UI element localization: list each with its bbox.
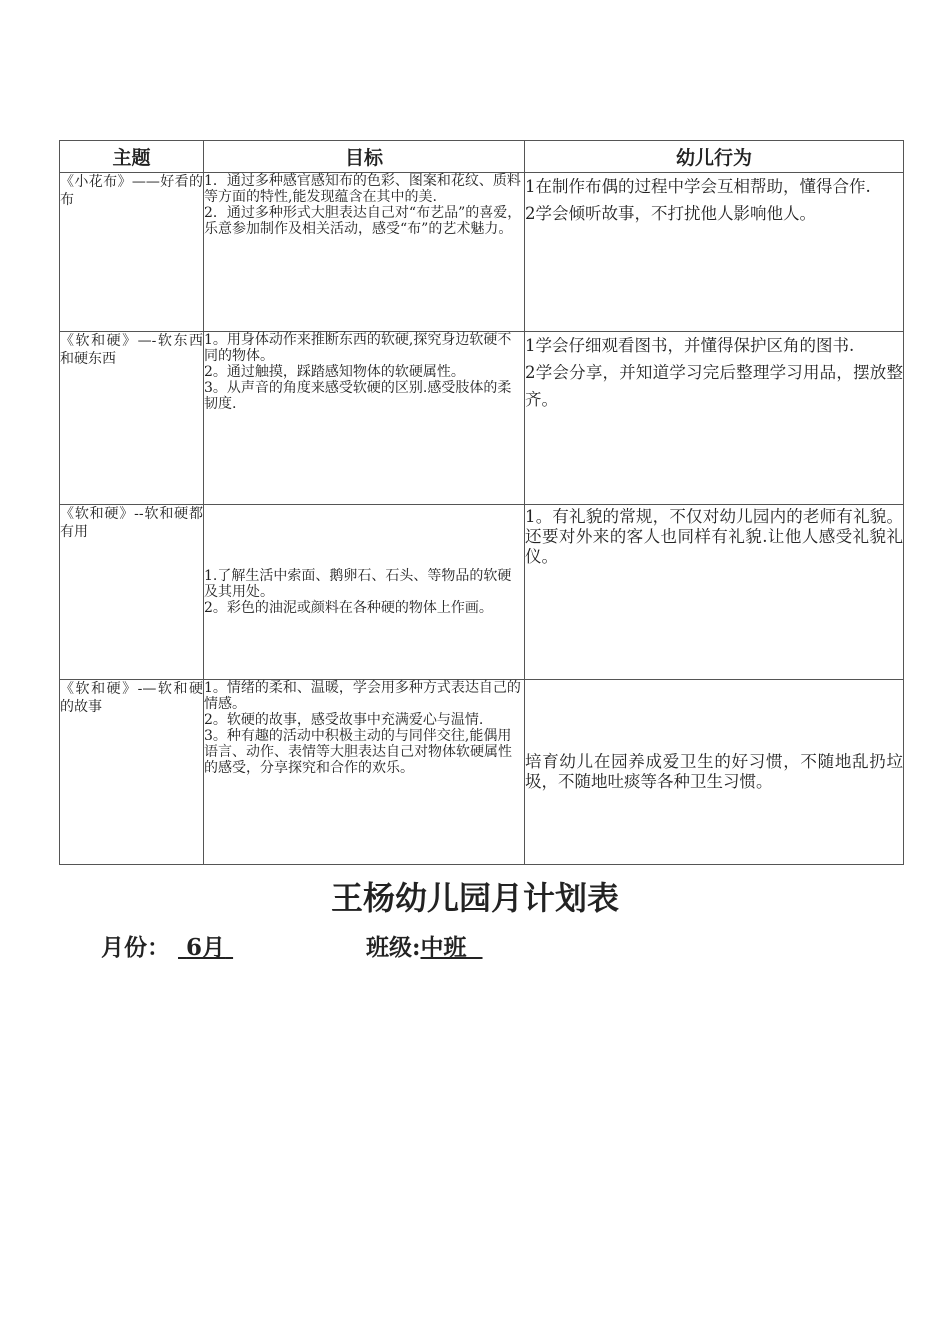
- goal-item: 3。从声音的角度来感受软硬的区别.感受肢体的柔韧度.: [204, 380, 512, 412]
- behavior-cell: [525, 505, 904, 680]
- class-label: 班级:: [366, 934, 421, 961]
- goal-item: 1。用身体动作来推断东西的软硬,探究身边软硬不同的物体。: [204, 332, 512, 364]
- goal-item: 2。彩色的油泥或颜料在各种硬的物体上作画。: [204, 600, 493, 616]
- table-row: [60, 173, 904, 332]
- goals-cell: [204, 173, 525, 332]
- table-row: [60, 505, 904, 680]
- behavior-cell: [525, 680, 904, 865]
- behavior-cell: [525, 173, 904, 332]
- behavior-cell: [525, 332, 904, 505]
- month-value: 6月: [186, 934, 226, 961]
- goal-item: 3。种有趣的活动中积极主动的与同伴交往,能偶用语言、动作、表情等大胆表达自己对物体软硬属性的感受，分享探究和合作的欢乐。: [204, 728, 512, 776]
- header-row: [60, 141, 904, 173]
- header-goals: 目标: [204, 141, 525, 173]
- behavior-item: 培育幼儿在园养成爱卫生的好习惯，不随地乱扔垃圾，不随地吐痰等各种卫生习惯。: [525, 752, 903, 791]
- goal-item: 2。软硬的故事，感受故事中充满爱心与温情.: [204, 712, 484, 728]
- class-field: [366, 929, 483, 962]
- behavior-item: 2学会倾听故事，不打扰他人影响他人。: [525, 204, 816, 223]
- goal-item: 2。通过触摸，踩踏感知物体的软硬属性。: [204, 364, 465, 380]
- goal-item: 2．通过多种形式大胆表达自己对“布艺品”的喜爱，乐意参加制作及相关活动，感受“布”的艺术魅力。: [204, 205, 522, 237]
- theme-cell: 《小花布》——好看的布: [60, 173, 204, 332]
- goal-item: 1．通过多种感官感知布的色彩、图案和花纹、质料等方面的特性,能发现蕴含在其中的美.: [204, 173, 521, 205]
- behavior-item: 1学会仔细观看图书，并懂得保护区角的图书.: [525, 336, 855, 355]
- behavior-item: 1。有礼貌的常规，不仅对幼儿园内的老师有礼貌。还要对外来的客人也同样有礼貌.让他人感受礼貌礼仪。: [525, 507, 903, 566]
- header-theme: 主题: [60, 141, 204, 173]
- goal-item: 1.了解生活中索面、鹅卵石、石头、等物品的软硬及其用处。: [204, 568, 512, 600]
- behavior-item: 1在制作布偶的过程中学会互相帮助，懂得合作.: [525, 177, 871, 196]
- header-behavior: 幼儿行为: [525, 141, 904, 173]
- month-field: [101, 929, 233, 962]
- goals-cell: [204, 332, 525, 505]
- goal-item: 1。情绪的柔和、温暖，学会用多种方式表达自己的情感。: [204, 680, 521, 712]
- page-title: 王杨幼儿园月计划表: [330, 879, 619, 917]
- month-label: 月份：: [101, 934, 170, 961]
- goals-cell: [204, 680, 525, 865]
- table-row: [60, 680, 904, 865]
- plan-table: [59, 140, 904, 865]
- table-row: [60, 332, 904, 505]
- goals-cell: [204, 505, 525, 680]
- theme-cell: 《软和硬》-—软和硬的故事: [60, 680, 204, 865]
- class-value: 中班: [420, 934, 467, 961]
- theme-cell: 《软和硬》--软和硬都有用: [60, 505, 204, 680]
- behavior-item: 2学会分享，并知道学习完后整理学习用品，摆放整齐。: [525, 363, 903, 409]
- theme-cell: 《软和硬》—-软东西和硬东西: [60, 332, 204, 505]
